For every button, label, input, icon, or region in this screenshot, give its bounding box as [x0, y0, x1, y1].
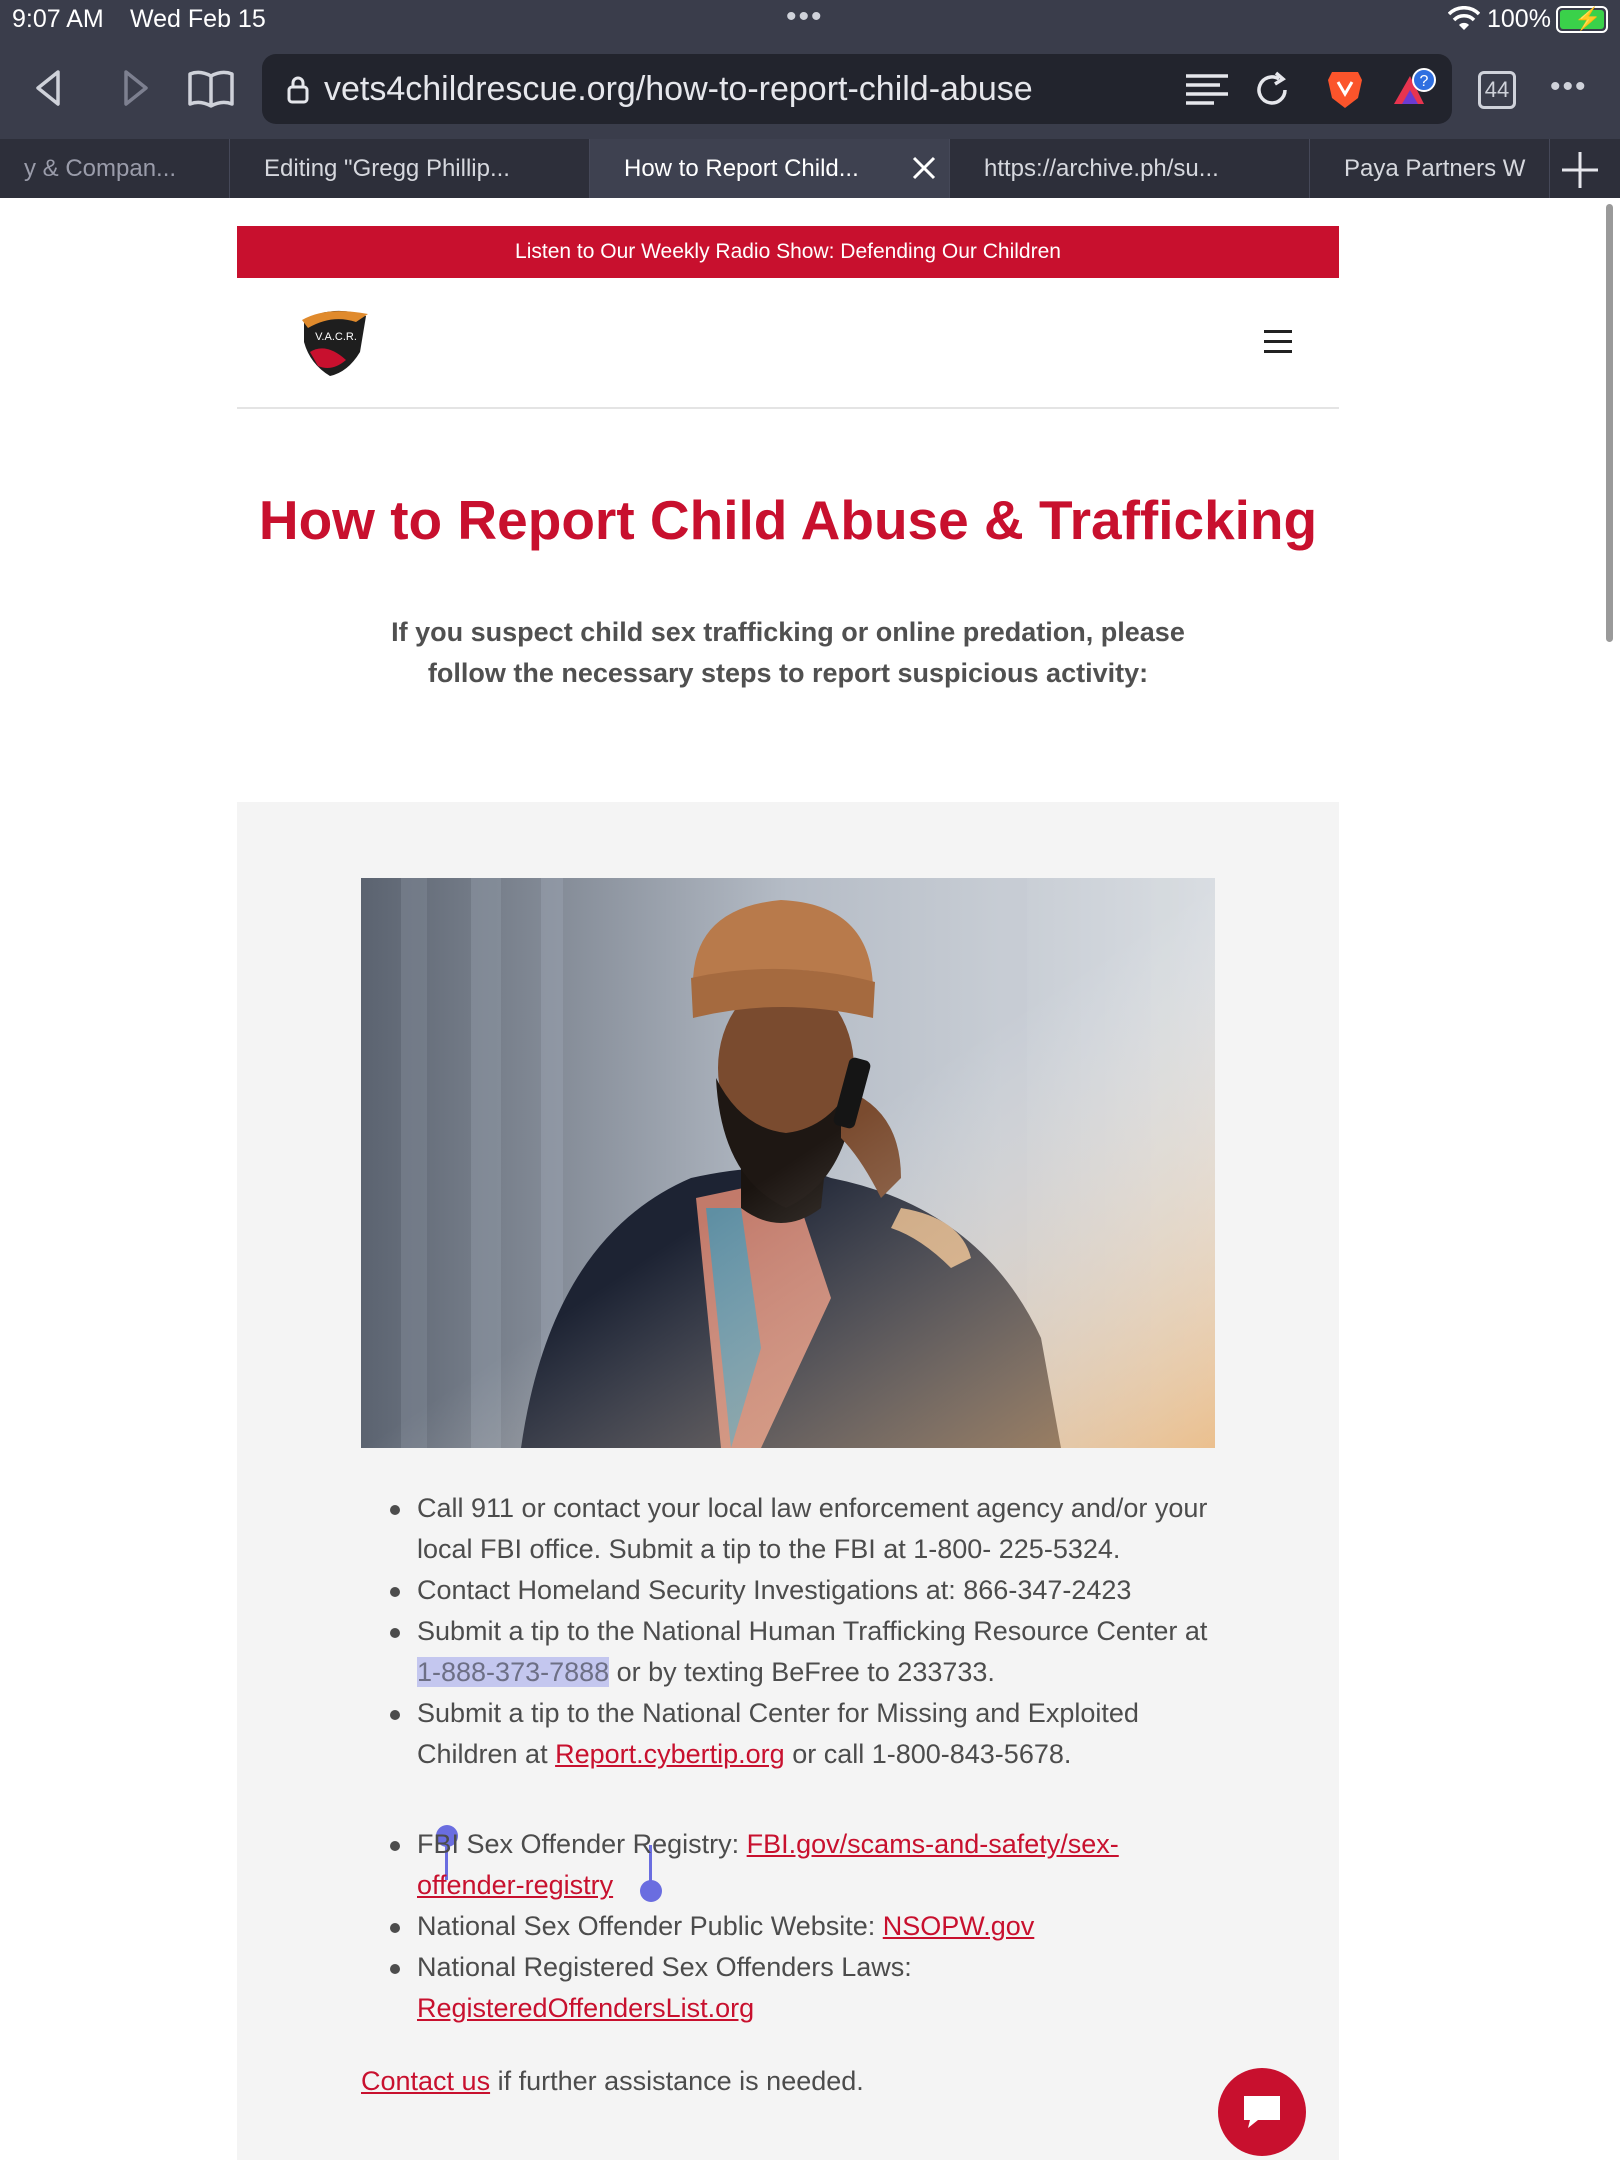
browser-chrome — [0, 0, 1620, 198]
tab-count-button[interactable]: 44 — [1478, 71, 1516, 109]
contact-line — [361, 2066, 1215, 2097]
status-time: 9:07 AM — [12, 5, 104, 33]
list-item — [361, 1693, 1215, 1775]
list-item — [361, 1947, 1215, 2029]
address-bar[interactable] — [262, 54, 1452, 124]
chat-button[interactable] — [1218, 2068, 1306, 2156]
bookmarks-icon[interactable] — [186, 66, 236, 110]
list-item — [361, 1906, 1215, 1947]
extension-icon[interactable] — [1390, 68, 1438, 110]
new-tab-icon[interactable] — [1560, 150, 1600, 190]
intro-text: If you suspect child sex trafficking or online predation, please follow the necessary steps to report suspicious activity: — [391, 617, 1185, 688]
list-item — [361, 1488, 1215, 1570]
web-page — [0, 198, 1620, 2160]
reader-mode-icon[interactable] — [1184, 72, 1230, 108]
ncmec-text-b: or call 1-800-843-5678. — [784, 1739, 1072, 1769]
tab-label: How to Report Child... — [624, 155, 859, 182]
svg-text:?: ? — [1419, 73, 1429, 90]
nhtrc-text-b: or by texting BeFree to 233733. — [609, 1657, 995, 1687]
cybertip-link[interactable]: Report.cybertip.org — [555, 1739, 785, 1769]
content-box — [237, 802, 1339, 2160]
contact-us-link[interactable]: Contact us — [361, 2066, 491, 2096]
battery-percent: 100% — [1487, 5, 1551, 33]
header-divider — [237, 407, 1339, 409]
fbi-registry-link[interactable]: FBI.gov/scams-and-safety/sex-offender-registry — [417, 1829, 1119, 1900]
lock-icon — [284, 74, 312, 104]
multitasking-dots-icon[interactable]: ••• — [786, 0, 824, 33]
nsopw-link[interactable]: NSOPW.gov — [882, 1911, 1035, 1941]
tab-label: y & Compan... — [24, 155, 177, 182]
tab-editing[interactable] — [230, 139, 590, 198]
chat-bubble-icon — [1240, 2092, 1284, 2132]
status-date: Wed Feb 15 — [130, 5, 266, 33]
hsi-text: Contact Homeland Security Investigations at: 866-347-2423 — [417, 1575, 1132, 1605]
registry-list — [361, 1824, 1215, 2029]
scrollbar[interactable] — [1606, 204, 1613, 642]
wifi-icon — [1448, 6, 1480, 32]
fbi-tip-text: Call 911 or contact your local law enforcement agency and/or your local FBI office. Submit a tip to the FBI at 1-800- 225-5324. — [417, 1493, 1208, 1564]
man-on-phone-photo — [361, 878, 1215, 1448]
tab-label: https://archive.ph/su... — [984, 155, 1219, 182]
forward-icon[interactable] — [112, 66, 156, 110]
url-text[interactable]: vets4childrescue.org/how-to-report-child-abuse — [324, 70, 1033, 108]
status-bar — [0, 0, 1620, 40]
contact-rest-text: if further assistance is needed. — [490, 2066, 864, 2096]
ncmec-text-a: Submit a tip to the National Center for Missing and Exploited Children at — [417, 1698, 1139, 1769]
vacr-logo[interactable] — [296, 302, 372, 378]
logo-text: V.A.C.R. — [315, 331, 357, 343]
brave-shield-icon[interactable] — [1326, 68, 1364, 110]
page-title: How to Report Child Abuse & Trafficking — [258, 489, 1318, 551]
tab-archive[interactable] — [950, 139, 1310, 198]
close-tab-icon[interactable] — [911, 155, 937, 181]
report-steps-list — [361, 1488, 1215, 1775]
tab-active-report[interactable] — [590, 139, 950, 198]
selected-phone-number[interactable]: 1-888-373-7888 — [417, 1657, 610, 1687]
list-item — [361, 1570, 1215, 1611]
more-menu-icon[interactable]: ••• — [1550, 70, 1588, 103]
list-item — [361, 1824, 1215, 1906]
battery-icon: ⚡ — [1556, 6, 1608, 33]
registered-offenders-link[interactable]: RegisteredOffendersList.org — [417, 1993, 755, 2023]
radio-show-banner[interactable]: Listen to Our Weekly Radio Show: Defending Our Children — [237, 226, 1339, 278]
offenders-laws-label: National Registered Sex Offenders Laws: — [417, 1952, 912, 1982]
hamburger-menu-icon[interactable] — [1264, 330, 1292, 354]
back-icon[interactable] — [28, 66, 72, 110]
tab-label: Paya Partners W — [1344, 155, 1526, 182]
fbi-registry-label: FBI Sex Offender Registry: — [417, 1829, 747, 1859]
reload-icon[interactable] — [1252, 70, 1292, 110]
nhtrc-text-a: Submit a tip to the National Human Trafficking Resource Center at — [417, 1616, 1208, 1646]
tab-strip — [0, 139, 1620, 198]
nsopw-label: National Sex Offender Public Website: — [417, 1911, 883, 1941]
tab-companies[interactable] — [0, 139, 230, 198]
list-item — [361, 1611, 1215, 1693]
tab-paya[interactable] — [1310, 139, 1550, 198]
tab-label: Editing "Gregg Phillip... — [264, 155, 510, 182]
